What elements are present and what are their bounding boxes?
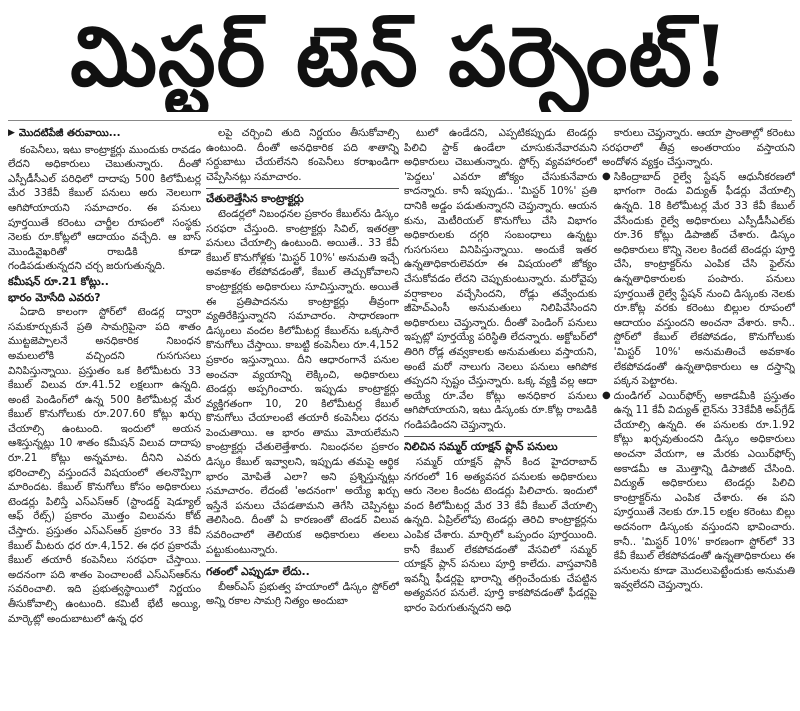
subheading: భారం మోసేది ఎవరు?: [8, 290, 101, 304]
article-column-1: [8, 126, 201, 708]
body-paragraph: లపై చర్చించి తుది నిర్ణయం తీసుకోవాల్సి ఉంటుంది. దీంతో అనధికారిక పది శాతాన్ని సర్దుబాటు చేయలేనని కంపెనీలు కరాఖండిగా చెప్పేసినట్లు సమాచారం.: [206, 127, 399, 183]
article-body: [8, 126, 795, 708]
subheading: నిలిచిన సమ్మర్ యాక్షన్ ప్లాన్ పనులు: [404, 436, 597, 455]
headline-divider: [8, 120, 792, 121]
kicker-text: మొదటిపేజీ తరువాయి...: [18, 127, 121, 139]
body-paragraph: బీఆర్ఎస్ ప్రభుత్వ హయాంలో డిస్కం స్టోర్‌లో అన్ని రకాల సామగ్రి నిత్యం అందుబా: [206, 580, 399, 608]
bullet-text: దుండిగల్ ఎయిర్‌ఫోర్స్ అకాడమీకి ప్రస్తుతం ఉన్న 11 కేవీ విద్యుత్ లైన్‌ను 33కేవీకి అప్‌గ్రేడ్ చేయాల్సి ఉన్నది. ఈ పనులకు రూ.1.92 కోట్లు ఖర్చవుతుందని డిస్కం అధికారులు అంచనా వేయగా, ఆ మేరకు ఎయిర్‌ఫోర్స్ అకాడమీ ఆ మొత్తాన్ని డిపాజిట్ చేసింది. విద్యుత్ అధికారులు టెండర్లు పిలిచి కాంట్రాక్టర్‌ను ఎంపిక చేశారు. ఈ పని పూర్తయితే నెలకు రూ.15 లక్షల కరెంటు బిల్లు అదనంగా డిస్కంకు వస్తుందని భావించారు. కానీ.. 'మిస్టర్ 10%' కారణంగా స్టోర్‌లో 33 కేవీ కేబుల్ లేకపోవడంతో ఉన్నతాధికారులు ఈ పనులను కూడా మొదలుపెట్టేందుకు అనుమతి ఇవ్వలేదని చెప్తున్నారు.: [613, 389, 795, 592]
body-paragraph: కంపెనీలు, ఇటు కాంట్రాక్టర్లు ముందుకు రావడం లేదని అధికారులు చెబుతున్నారు. దీంతో ఎస్పీడీసీఎల్ పరిధిలో దాదాపు 500 కిలోమీటర్ల మేర 33కేవీ కేబుల్ పనులు అరు నెలలుగా ఆగిపోయాయని సమాచారం. ఈ పనులు పూర్తయితే కరెంటు చార్జీల రూపంలో సంస్థకు నెలకు రూ.కోట్లలో ఆదాయం వచ్చేది. ఆ బాస్ మొండివైఖరితో రాబడికి కూడా గండిపడుతున్నదని చర్చ జరుగుతున్నది.: [8, 143, 201, 273]
body-paragraph: సమ్మర్ యాక్షన్ ప్లాన్ కింద హైదరాబాద్ నగరంలో 16 అత్యవసర పనులకు అధికారులు ఆరు నెలల కిందట టెండర్లు పిలిచారు. ఇందులో వంద కిలోమీటర్ల మేర 33 కేవీ కేబుల్ వేయాల్సి ఉన్నది. ఏప్రిల్‌లోపు టెండర్లు తెరిచి కాంట్రాక్టర్లను ఎంపిక చేశారు. మార్చిలో ఒప్పందం పూర్తయింది. కానీ కేబుల్ లేకపోవడంతో వేసవిలో సమ్మర్ యాక్షన్ ప్లాన్ పనులు పూర్తి కాలేదు. వాస్తవానికి ఇవన్నీ ఫీడర్లపై భారాన్ని తగ్గించేందుకు చేపట్టిన అత్యవసర పనులే. పూర్తి కాకపోవడంతో ఫీడర్లపై భారం పెరుగుతున్నదని అధి: [404, 456, 597, 614]
page-headline: మిస్టర్ టెన్ పర్సెంట్!: [70, 9, 730, 105]
body-paragraph: టులో ఉండేదని, ఎప్పటికప్పుడు టెండర్లు పిలిచి స్టాక్ ఉండేలా చూసుకునేవారమని అధికారులు చెబుతున్నారు. స్టోర్స్ వ్యవహారంలో 'పెద్దలు' ఎవరూ జోక్యం చేసుకునేవారు కాదన్నారు. కానీ ఇప్పుడు.. 'మిస్టర్ 10%' ప్రతి దానికి అడ్డం పడుతున్నారని చెప్తున్నారు. ఆయన కును, మెటీరియల్ కొనుగోలు చేసి విభాగం అధికారులకు దగ్గరి సంబంధాలు ఉన్నట్టు గుసగుసలు వినిపిస్తున్నాయి. అందుకే ఇతర ఉన్నతాధికారులెవరూ ఈ విషయంలో జోక్యం చేసుకోవడం లేదని చెప్పుకుంటున్నారు. మరోవైపు వర్షాకాలం వచ్చేసిందని, రోడ్లు తవ్వేందుకు జీహెచ్ఎంసీ అనుమతులు నిలిపివేసిందని అధికారులు చెప్తున్నారు. దీంతో పెండింగ్ పనులు ఇప్పట్లో పూర్తయ్యే పరిస్థితి లేదన్నారు. అక్టోబర్‌లో తిరిగి రోడ్ల తవ్వకాలకు అనుమతులు వస్తాయని, అంటే మరో నాలుగు నెలలు పనులు ఆగిపోక తప్పదని స్పష్టం చేస్తున్నారు. ఒక్క వ్యక్తి వల్ల ఆదా అయ్యే రూ.వేల కోట్లు అనధికార పనులు ఆగిపోయాయని, ఇటు డిస్కంకు రూ.కోట్ల రాబడికి గండిపడిందని చెప్తున్నారు.: [404, 127, 597, 431]
article-column-2: [206, 126, 399, 708]
subheading: గతంలో ఎప్పుడూ లేదు..: [206, 561, 399, 580]
article-column-4: [602, 126, 795, 708]
bullet-text: సికింద్రాబాద్ రైల్వే స్టేషన్ ఆధునీకరణలో భాగంగా రెండు విద్యుత్ ఫీడర్లు వేయాల్సి ఉన్నది. 18 కిలోమీటర్ల మేర 33 కేవీ కేబుల్ వేసేందుకు రైల్వే అధికారులు ఎస్పీడీసీఎల్‌కు రూ.36 కోట్లు డిపాజిట్ చేశారు. డిస్కం అధికారులు కొన్ని నెలల కిందటే టెండర్లు పూర్తి చేసి, కాంట్రాక్టర్‌ను ఎంపిక చేసి ఫైల్‌ను ఉన్నతాధికారులకు పంపారు. పనులు పూర్తయితే రైల్వే స్టేషన్ నుంచి డిస్కంకు నెలకు రూ.కోట్ల వరకు కరెంటు బిల్లుల రూపంలో ఆదాయం వస్తుందని అంచనా వేశారు. కానీ.. స్టోర్‌లో కేబుల్ లేకపోవడం, కొనుగోలుకు 'మిస్టర్ 10%' అనుమతించే అవకాశం లేకపోవడంతో ఉన్నతాధికారులు ఆ దస్త్రాన్ని పక్కన పెట్టారట.: [613, 170, 795, 388]
bullet-dot-icon: ●: [602, 170, 611, 182]
body-paragraph: టెండర్లలో నిబంధనల ప్రకారం కేబుల్‌ను డిస్కం సరఫరా చేస్తుంది. కాంట్రాక్టర్లు సివిల్, ఇతరత్రా పనులు చేయాల్సి ఉంటుంది. అయితే.. 33 కేవీ కేబుల్ కొనుగోళ్లకు 'మిస్టర్ 10%' అనుమతి ఇచ్చే అవకాశం లేకపోవడంతో, కేబుల్ తెచ్చుకోవాలని కాంట్రాక్టర్లకు అధికారులు సూచిస్తున్నారు. అయితే ఈ ప్రతిపాదనను కాంట్రాక్టర్లు తీవ్రంగా వ్యతిరేకిస్తున్నారని సమాచారం. సాధారణంగా డిస్కంలు వందల కిలోమీటర్ల కేబుల్‌ను ఒక్కసారే కొనుగోలు చేస్తాయి. కాబట్టి కంపెనీలు రూ.4,152 ప్రకారం ఇస్తున్నాయి. దీని ఆధారంగానే పనుల అంచనా వ్యయాన్ని లెక్కించి, అధికారులు టెండర్లు అప్పగించారు. ఇప్పుడు కాంట్రాక్టర్లు వ్యక్తిగతంగా 10, 20 కిలోమీటర్ల కేబుల్ కొనుగోలు చేయాలంటే తయారీ కంపెనీలు ధరను పెంచుతాయి. ఆ భారం తాము మోయలేమని కాంట్రాక్టర్లు చేతులెత్తేశారు. నిబంధనల ప్రకారం డిస్కం కేబుల్ ఇవ్వాలని, ఇప్పుడు తమపై ఆర్థిక భారం మోపితే ఎలా? అని ప్రశ్నిస్తున్నట్లు సమాచారం. లేదంటే 'అదనంగా' అయ్యే ఖర్చు ఇస్తేనే పనులు చేపడతామని తెగేసి చెప్పినట్టు తెలిసింది. దీంతో ఏ కారణంతో టెండర్ విలువ సవరించాలో తెలియక అధికారులు తలలు పట్టుకుంటున్నారు.: [206, 207, 399, 556]
body-paragraph: కారులు చెప్తున్నారు. ఆయా ప్రాంతాల్లో కరెంటు సరఫరాలో తీవ్ర అంతరాయం వస్తాయని అందోళన వ్యక్తం చేస్తున్నారు.: [602, 127, 795, 169]
bullet-item: [602, 389, 795, 593]
subheading: కమీషన్ రూ.21 కోట్లు..: [8, 274, 109, 288]
body-paragraph: ఏడాది కాలంగా స్టోర్‌లో టెండర్ల ద్వారా సమకూర్చుకునే ప్రతి సామగ్రిపైనా పది శాతం ముట్టజెప్పాలనే అనధికారిక నిబంధన అమలులోకి వచ్చిందని గుసగుసలు వినిపిస్తున్నాయి. ప్రస్తుతం ఒక కిలోమీటరు 33 కేబుల్ విలువ రూ.41.52 లక్షలుగా ఉన్నది. అంటే పెండింగ్‌లో ఉన్న 500 కిలోమీటర్ల మేర కేబుల్ కొనుగోలుకు రూ.207.60 కోట్లు ఖర్చు చేయాల్సి ఉంటుంది. ఇందులో అయన ఆశిస్తున్నట్లు 10 శాతం కమీషన్ విలువ దాదాపు రూ.21 కోట్లు అన్నమాట. దీనిని ఎవరు భరించాల్సి వస్తుందనే విషయంలో తలనొప్పిగా మారిందట. కేబుల్ కొనుగోలు కోసం అధికారులు టెండర్లు పిలిస్తే ఎస్ఎస్ఆర్ (స్టాండర్డ్ షెడ్యూల్ ఆఫ్ రేట్స్) ప్రకారం మొత్తం విలువను కోట్ చేస్తారు. ప్రస్తుతం ఎస్ఎస్ఆర్ ప్రకారం 33 కేవీ కేబుల్ మీటరు ధర రూ.4,152. ఈ ధర ప్రకారమే కేబుల్ తయారీ కంపెనీలు సరఫరా చేస్తాయి. అదనంగా పది శాతం పెంచాలంటే ఎస్ఎస్ఆర్‌ను సవరించాలి. ఇది ప్రభుత్వస్థాయిలో నిర్ణయం తీసుకోవాల్సి ఉంటుంది. కమిటీ భేటీ అయ్యి, మార్కెట్లో అందుబాటులో ఉన్న ధర: [8, 306, 201, 625]
bullet-dot-icon: ●: [602, 389, 611, 401]
continuation-kicker: [8, 126, 201, 141]
triangle-icon: ▶: [8, 128, 15, 138]
article-column-3: [404, 126, 597, 708]
bullet-item: [602, 170, 795, 389]
subheading: చేతులెత్తేసిన కాంట్రాక్టర్లు: [206, 188, 399, 207]
